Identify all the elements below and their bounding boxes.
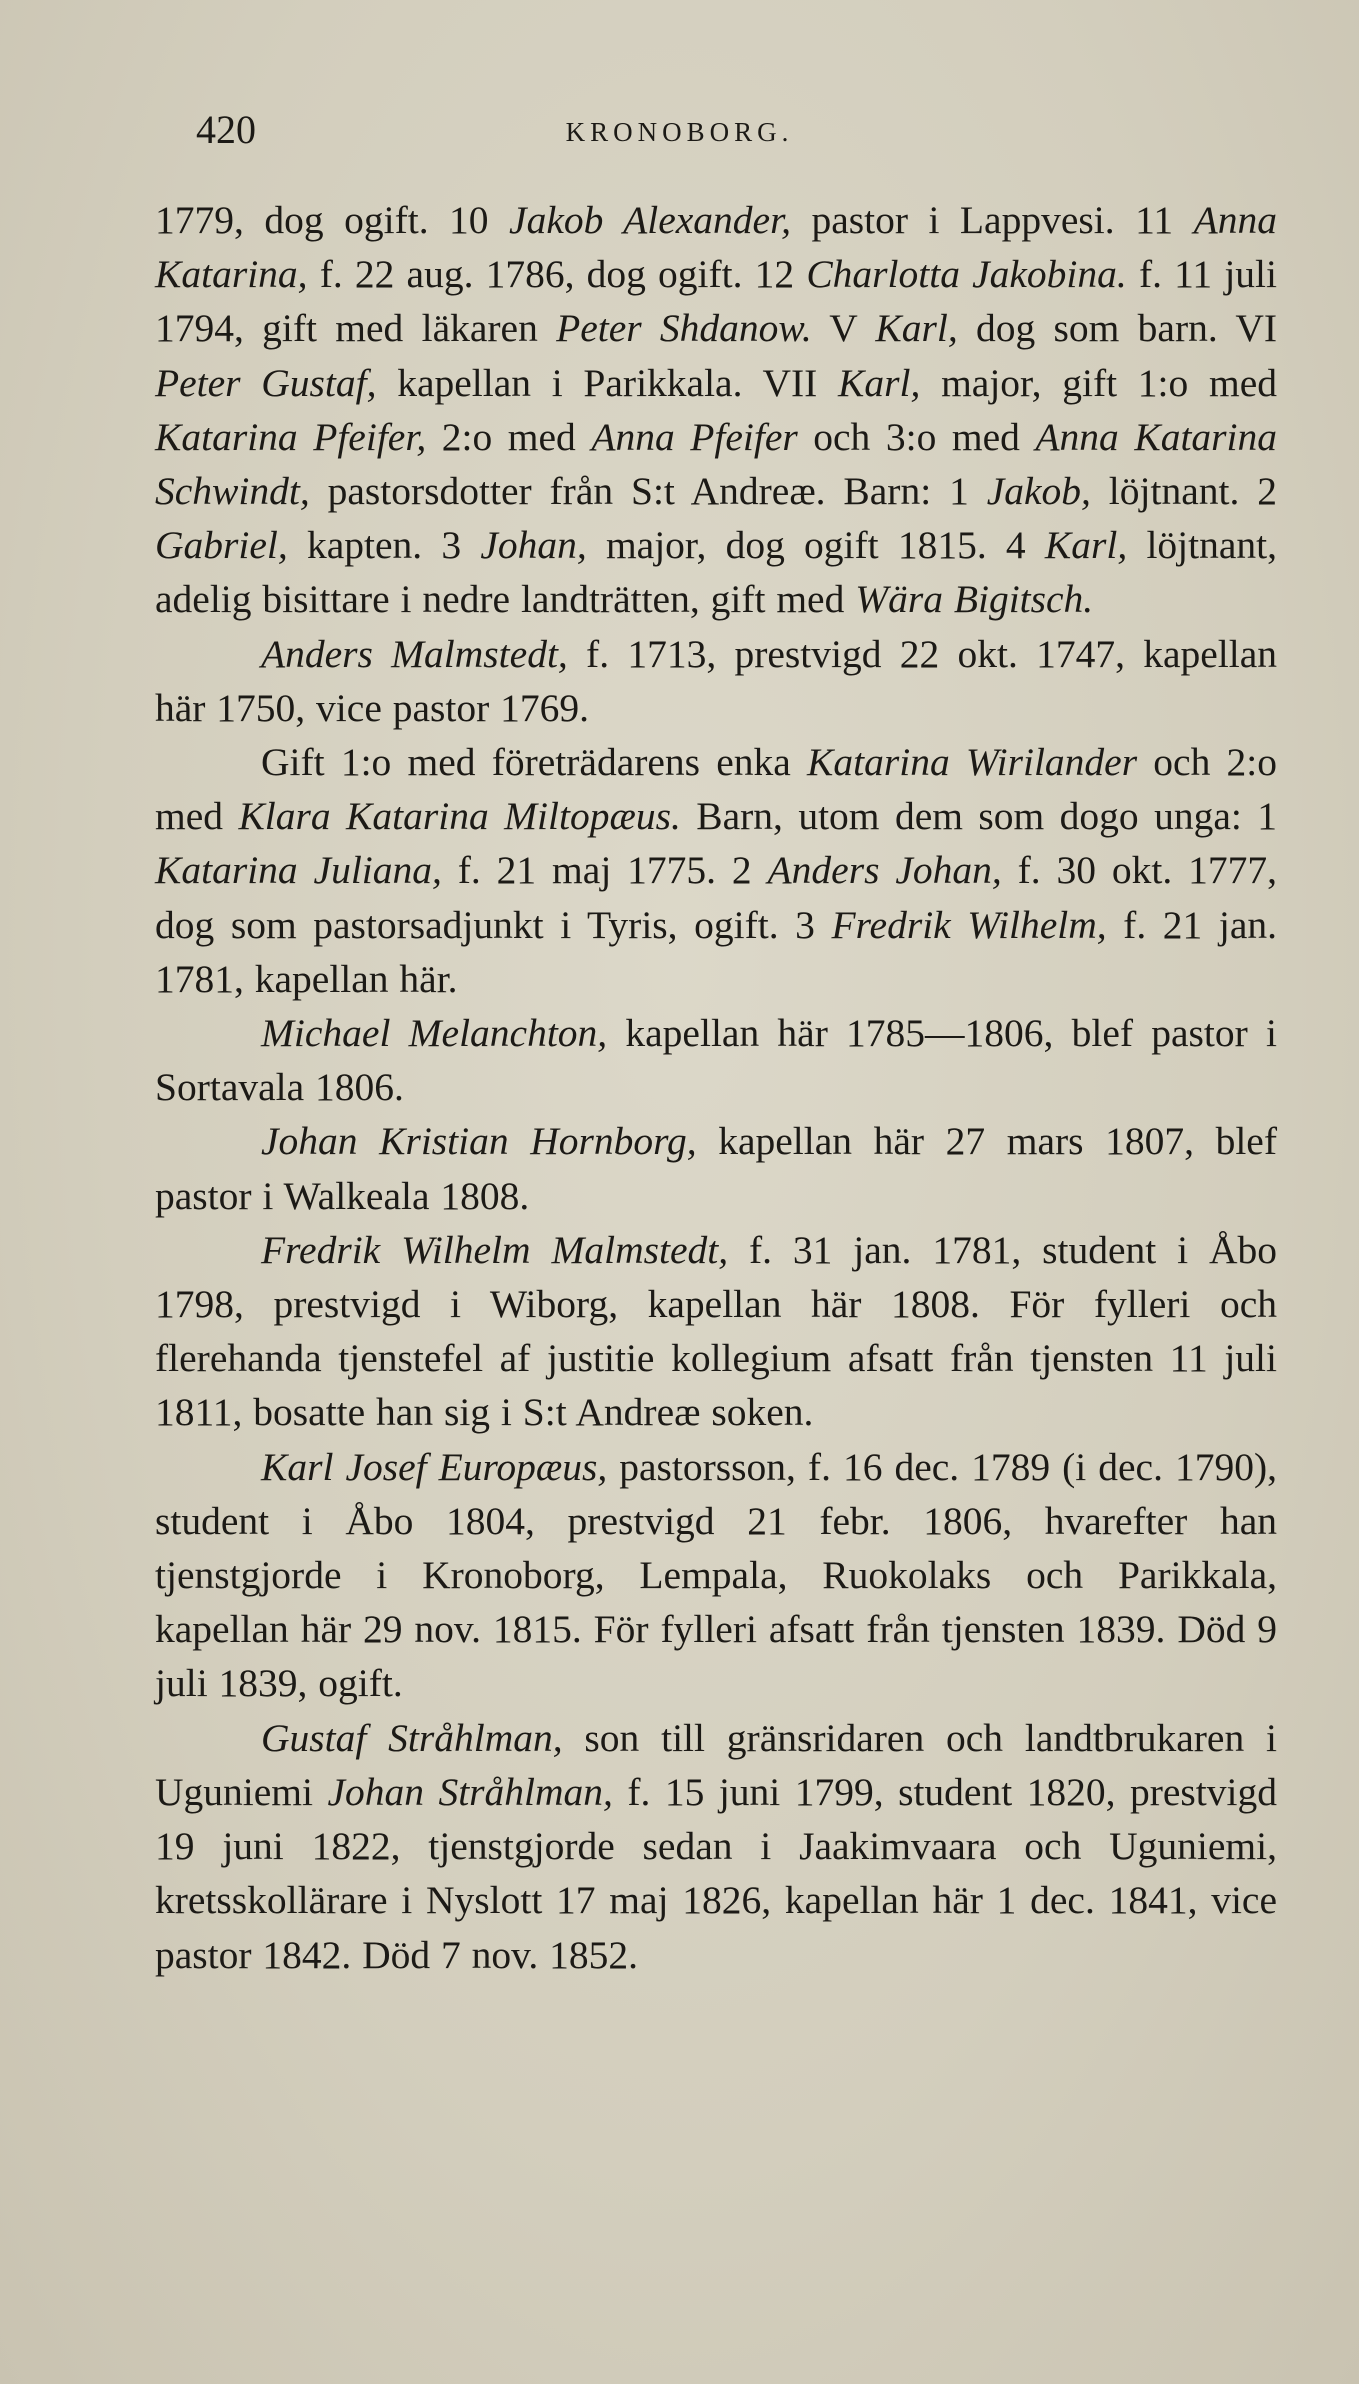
text-run: löjtnant, adelig bisittare i nedre landträtten, gift med [155, 523, 1277, 622]
text-run: major, dog ogift 1815. 4 [586, 523, 1045, 568]
italic-name-run: Karl, [1044, 523, 1128, 568]
text-run: f. 22 aug. 1786, dog ogift. 12 [307, 252, 807, 297]
text-run: dog som barn. VI [957, 306, 1277, 351]
italic-name-run: Jakob, [986, 469, 1091, 514]
text-run: pastorsdotter från S:t Andreæ. Barn: 1 [309, 469, 987, 514]
text-run: f. 30 okt. 1777, dog som pastorsadjunkt i Tyris, ogift. 3 [155, 848, 1277, 947]
italic-name-run: Anders Malmstedt, [261, 631, 568, 676]
text-run: V [811, 306, 876, 351]
paragraph-anders-malmstedt [155, 627, 1277, 735]
paragraph-gustaf-strahlman [155, 1711, 1277, 1982]
italic-name-run: Anna Katarina, [155, 198, 1277, 297]
paragraph-malmstedt-family [155, 735, 1277, 1006]
text-run: kapellan i Parikkala. VII [376, 360, 839, 405]
italic-name-run: Katarina Pfeifer, [155, 414, 427, 459]
italic-name-run: Anna Pfeifer [591, 414, 798, 459]
text-run: kapellan här 1785—1806, blef pastor i Sortavala 1806. [155, 1011, 1277, 1110]
text-run: löjtnant. 2 [1090, 469, 1277, 514]
italic-name-run: Johan Kristian Hornborg, [261, 1119, 697, 1164]
italic-name-run: Fredrik Wilhelm, [831, 902, 1107, 947]
text-run: f. 31 jan. 1781, student i Åbo 1798, prestvigd i Wiborg, kapellan här 1808. För fylleri och flerehanda tjenstefel af justitie kollegium afsatt från tjensten 11 juli 1811, bosatte han sig i S:t Andreæ soken. [155, 1227, 1277, 1435]
italic-name-run: Johan, [480, 523, 587, 568]
text-run: major, gift 1:o med [920, 360, 1278, 405]
italic-name-run: Karl, [838, 360, 921, 405]
italic-name-run: Karl, [875, 306, 958, 351]
italic-name-run: Katarina Juliana, [155, 848, 442, 893]
italic-name-run: Peter Shdanow. [556, 306, 812, 351]
paragraph-karl-josef-europaeus [155, 1440, 1277, 1711]
text-run: son till gränsridaren och landtbrukaren i Uguniemi [155, 1715, 1277, 1814]
text-run: kapellan här 27 mars 1807, blef pastor i Walkeala 1808. [155, 1119, 1277, 1218]
text-run: och 3:o med [797, 414, 1036, 459]
italic-name-run: Katarina Wirilander [807, 740, 1138, 785]
italic-name-run: Michael Melanchton, [261, 1011, 608, 1056]
text-run: f. 21 jan. 1781, kapellan här. [155, 902, 1277, 1001]
running-head: KRONOBORG. [565, 117, 794, 147]
italic-name-run: Johan Stråhlman, [327, 1769, 613, 1814]
text-run: kapten. 3 [287, 523, 481, 568]
page-number: 420 [196, 107, 256, 152]
text-run: f. 21 maj 1775. 2 [441, 848, 768, 893]
body-text [155, 193, 1277, 1982]
text-run: och 2:o med [155, 740, 1277, 839]
text-run: 2:o med [426, 414, 592, 459]
italic-name-run: Jakob Alexander, [509, 198, 791, 242]
italic-name-run: Wära Bigitsch. [855, 577, 1094, 622]
text-run: f. 11 juli 1794, gift med läkaren [155, 252, 1277, 351]
paragraph-michael-melanchton [155, 1006, 1277, 1114]
italic-name-run: Fredrik Wilhelm Malmstedt, [261, 1227, 729, 1272]
paragraph-johan-kristian-hornborg [155, 1114, 1277, 1222]
text-run: pastor i Lappvesi. 11 [790, 198, 1194, 242]
paragraph-family-continuation [155, 193, 1277, 627]
italic-name-run: Peter Gustaf, [155, 360, 377, 405]
italic-name-run: Gustaf Stråhlman, [261, 1715, 563, 1760]
italic-name-run: Anders Johan, [767, 848, 1002, 893]
text-run: f. 1713, prestvigd 22 okt. 1747, kapellan här 1750, vice pastor 1769. [155, 631, 1277, 730]
text-run: Gift 1:o med företrädarens enka [261, 740, 808, 785]
text-run: 1779, dog ogift. 10 [155, 198, 510, 242]
text-run: pastorsson, f. 16 dec. 1789 (i dec. 1790), student i Åbo 1804, prestvigd 21 febr. 1806, hvarefter han tjenstgjorde i Kronoborg, Lempala, Ruokolaks och Parikkala, kapellan här 29 nov. 1815. För fylleri afsatt från tjensten 1839. Död 9 juli 1839, ogift. [155, 1444, 1278, 1706]
italic-name-run: Charlotta Jakobina. [806, 252, 1127, 297]
italic-name-run: Anna Katarina Schwindt, [155, 414, 1278, 514]
italic-name-run: Klara Katarina Miltopæus. [238, 794, 681, 839]
page-header [0, 100, 1359, 160]
paragraph-fredrik-wilhelm-malmstedt [155, 1223, 1277, 1440]
text-run: Barn, utom dem som dogo unga: 1 [680, 794, 1278, 839]
text-run: f. 15 juni 1799, student 1820, prestvigd 19 juni 1822, tjenstgjorde sedan i Jaakimvaara och Uguniemi, kretsskollärare i Nyslott 17 maj 1826, kapellan här 1 dec. 1841, vice pastor 1842. Död 7 nov. 1852. [155, 1769, 1277, 1977]
italic-name-run: Gabriel, [155, 523, 288, 568]
italic-name-run: Karl Josef Europæus, [261, 1444, 608, 1489]
